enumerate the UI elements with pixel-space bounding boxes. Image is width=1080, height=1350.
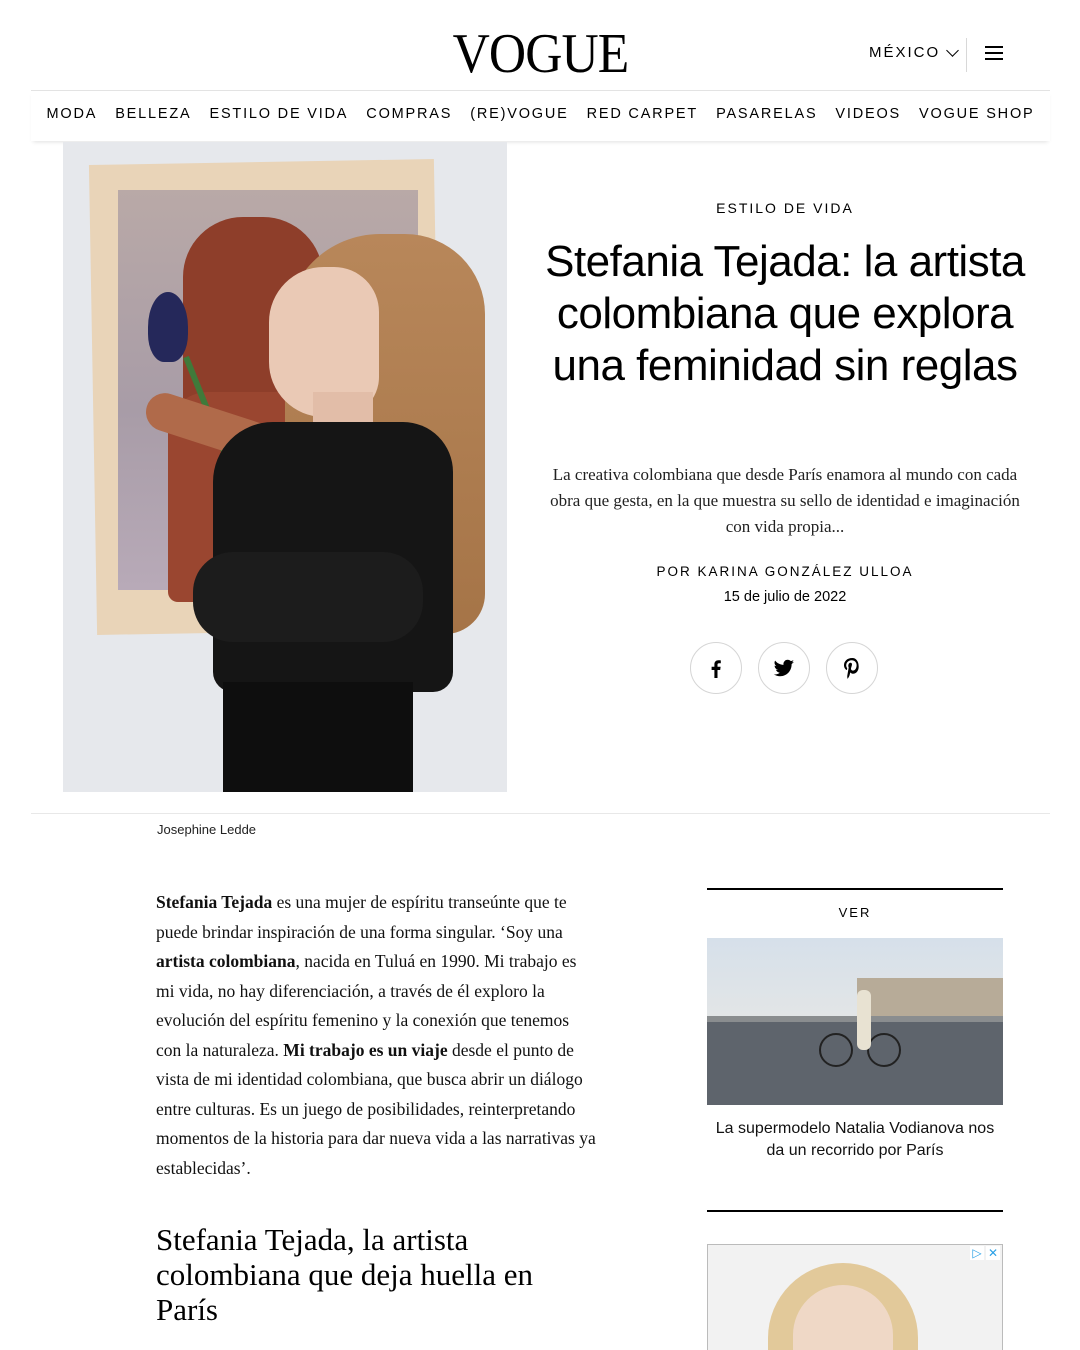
main-nav — [31, 90, 1050, 141]
pinterest-share-button[interactable] — [826, 642, 878, 694]
nav-item-videos[interactable]: VIDEOS — [835, 106, 902, 122]
article-byline[interactable]: POR KARINA GONZÁLEZ ULLOA — [656, 564, 914, 579]
edition-selector[interactable] — [869, 44, 957, 61]
chevron-down-icon — [946, 44, 959, 57]
hero-photo — [63, 142, 507, 792]
body-bold-phrase: Mi trabajo es un viaje — [283, 1039, 448, 1060]
article-subheading: Stefania Tejada, la artista colombiana que deja huella en París — [156, 1222, 534, 1327]
article-date: 15 de julio de 2022 — [723, 589, 847, 605]
section-kicker[interactable]: ESTILO DE VIDA — [716, 200, 854, 216]
sidebar-video-label: VER — [838, 905, 872, 920]
nav-item-red-carpet[interactable]: RED CARPET — [586, 106, 699, 122]
twitter-share-button[interactable] — [758, 642, 810, 694]
twitter-icon — [772, 656, 796, 680]
masthead — [31, 0, 1050, 91]
nav-item-belleza[interactable]: BELLEZA — [115, 106, 192, 122]
adchoices-icon[interactable]: ▷ — [970, 1246, 984, 1260]
body-text-run: es una mujer de espíritu transeúnte que te puede brindar inspiración de una forma singular. ‘Soy una — [156, 892, 567, 942]
nav-item-vogue-shop[interactable]: VOGUE SHOP — [919, 106, 1035, 122]
facebook-share-button[interactable] — [690, 642, 742, 694]
ad-controls[interactable] — [970, 1246, 1000, 1260]
video-title-link[interactable]: La supermodelo Natalia Vodianova nos da un recorrido por París — [715, 1120, 995, 1159]
body-bold-link[interactable]: artista colombiana — [156, 951, 296, 971]
header-divider — [966, 38, 967, 72]
nav-item-estilo-de-vida[interactable]: ESTILO DE VIDA — [209, 106, 349, 122]
nav-item-pasarelas[interactable]: PASARELAS — [716, 106, 818, 122]
advertisement[interactable] — [707, 1244, 1003, 1350]
close-icon[interactable]: ✕ — [987, 1246, 999, 1260]
article-title: Stefania Tejada: la artista colombiana que explora una feminidad sin reglas — [545, 237, 1025, 390]
article-dek: La creativa colombiana que desde París enamora al mundo con cada obra que gesta, en la que muestra su sello de identidad e imaginación con vida propia... — [550, 465, 1020, 536]
nav-item-moda[interactable]: MODA — [46, 106, 98, 122]
body-text-run: , nacida en Tuluá en 1990. Mi trabajo es mi vida, no hay diferenciación, a través de él exploro la evolución del espíritu femenino y la conexión que tenemos con la naturaleza. — [156, 951, 577, 1060]
nav-item-compras[interactable]: COMPRAS — [366, 106, 453, 122]
facebook-icon — [704, 656, 728, 680]
sidebar-rule-bottom — [707, 1210, 1003, 1212]
hamburger-menu-icon[interactable] — [985, 46, 1003, 60]
nav-item-re-vogue[interactable]: (RE)VOGUE — [470, 106, 569, 122]
body-text-run: desde el punto de vista de mi identidad colombiana, que busca abrir un diálogo entre culturas. Es un juego de posibilidades, reinterpretando momentos de la historia para dar nueva vida a las narrativas ya establecidas’. — [156, 1039, 596, 1178]
share-buttons — [690, 642, 878, 694]
article-body-paragraph — [156, 888, 596, 1183]
sidebar-rule-top — [707, 888, 1003, 890]
vogue-logo[interactable]: VOGUE — [452, 23, 629, 85]
edition-label: MÉXICO — [869, 44, 941, 61]
photo-credit: Josephine Ledde — [157, 822, 257, 837]
body-bold-name[interactable]: Stefania Tejada — [156, 892, 273, 912]
hero-divider — [31, 813, 1050, 814]
pinterest-icon — [840, 656, 864, 680]
video-thumbnail[interactable] — [707, 938, 1003, 1105]
